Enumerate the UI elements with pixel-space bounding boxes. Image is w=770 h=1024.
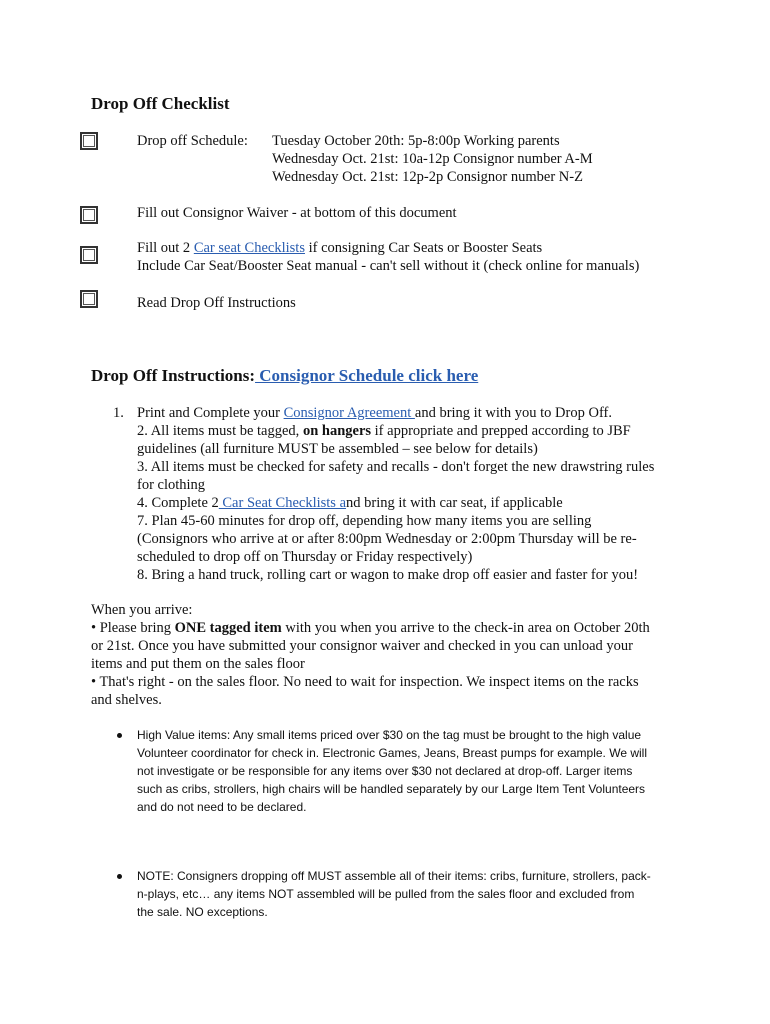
arrive-line-1: • Please bring ONE tagged item with you when you arrive to the check-in area on October 20th [91,620,650,636]
note-line-2: n-plays, etc… any items NOT assembled will be pulled from the sales floor and excluded from [137,887,635,901]
instr-line-4: 4. Complete 2 Car Seat Checklists and bring it with car seat, if applicable [137,495,563,511]
carseat-checklists-link[interactable]: Car seat Checklists [193,240,305,256]
instr-line-7: 7. Plan 45-60 minutes for drop off, depending how many items you are selling [137,513,592,529]
checkbox-carseat[interactable] [80,246,98,264]
checkbox-waiver[interactable] [80,206,98,224]
schedule-line-1: Tuesday October 20th: 5p-8:00p Working parents [272,133,560,149]
instr-line-8: 8. Bring a hand truck, rolling cart or wagon to make drop off easier and faster for you! [137,567,639,583]
instr-number-1: 1. [113,405,124,421]
instr-line-3: 3. All items must be checked for safety and recalls - don't forget the new drawstring rules [137,459,655,475]
instr-line-2b: guidelines (all furniture MUST be assembled – see below for details) [137,441,538,457]
schedule-line-3: Wednesday Oct. 21st: 12p-2p Consignor number N-Z [272,169,583,185]
arrive-line-2: or 21st. Once you have submitted your consignor waiver and checked in you can unload your [91,638,633,654]
note-line-3: the sale. NO exceptions. [137,905,268,919]
instr-line-7b: (Consignors who arrive at or after 8:00pm Wednesday or 2:00pm Thursday will be re- [137,531,637,547]
high-value-line-3: not investigate or be responsible for any items over $30 not declared at drop-off. Larger items [137,764,633,778]
schedule-label: Drop off Schedule: [137,133,248,149]
checklist-title: Drop Off Checklist [91,94,230,113]
arrive-line-5: and shelves. [91,692,162,708]
bullet-high-value [117,733,122,738]
arrive-line-3: items and put them on the sales floor [91,656,305,672]
note-line-1: NOTE: Consigners dropping off MUST assemble all of their items: cribs, furniture, strollers, pack- [137,869,651,883]
instr-line-7c: scheduled to drop off on Thursday or Friday respectively) [137,549,473,565]
waiver-item: Fill out Consignor Waiver - at bottom of this document [137,205,457,221]
instr-line-2: 2. All items must be tagged, on hangers if appropriate and prepped according to JBF [137,423,631,439]
manual-item: Include Car Seat/Booster Seat manual - can't sell without it (check online for manuals) [137,258,640,274]
instr-line-3b: for clothing [137,477,206,493]
high-value-line-1: High Value items: Any small items priced over $30 on the tag must be brought to the high value [137,728,642,742]
arrive-heading: When you arrive: [91,602,193,618]
read-item: Read Drop Off Instructions [137,295,296,311]
consignor-schedule-link[interactable]: Consignor Schedule click here [255,366,479,385]
carseat-item: Fill out 2 Car seat Checklists if consigning Car Seats or Booster Seats [137,240,543,256]
high-value-line-5: and do not need to be declared. [137,800,307,814]
car-seat-checklists-link[interactable]: Car Seat Checklists a [218,495,347,511]
high-value-line-4: such as cribs, strollers, high chairs will be handled separately by our Large Item Tent Volunteers [137,782,646,796]
high-value-line-2: Volunteer coordinator for check in. Electronic Games, Jeans, Breast pumps for example. We will [137,746,648,760]
arrive-line-4: • That's right - on the sales floor. No need to wait for inspection. We inspect items on the racks [91,674,639,690]
schedule-line-2: Wednesday Oct. 21st: 10a-12p Consignor number A-M [272,151,593,167]
instr-line-1: Print and Complete your Consignor Agreement and bring it with you to Drop Off. [137,405,612,421]
instructions-title: Drop Off Instructions: Consignor Schedule click here [91,366,479,385]
checkbox-schedule[interactable] [80,132,98,150]
bullet-note [117,874,122,879]
consignor-agreement-link[interactable]: Consignor Agreement [283,405,415,421]
checkbox-read[interactable] [80,290,98,308]
